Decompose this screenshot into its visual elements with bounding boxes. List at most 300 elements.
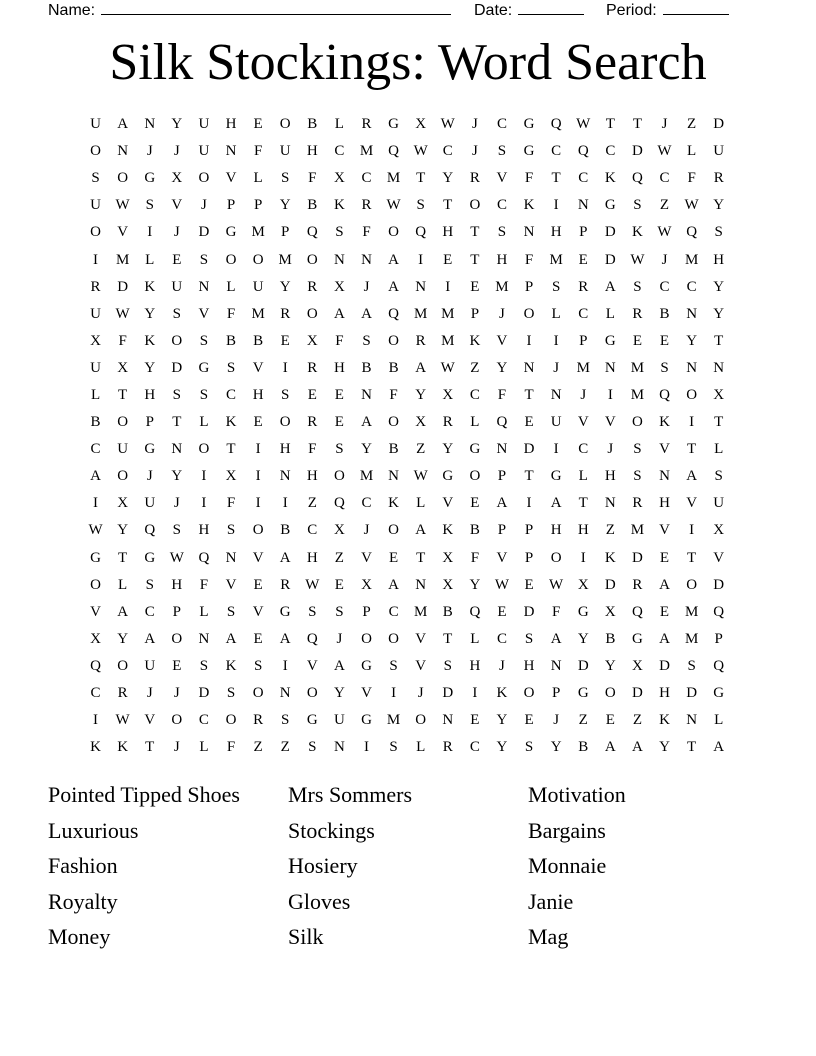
grid-letter[interactable]: M xyxy=(684,251,699,268)
grid-letter[interactable]: S xyxy=(281,712,290,729)
grid-letter[interactable]: A xyxy=(333,657,345,674)
grid-letter[interactable]: H xyxy=(171,576,183,593)
grid-letter[interactable]: V xyxy=(144,712,156,729)
grid-letter[interactable]: T xyxy=(470,224,480,241)
grid-letter[interactable]: T xyxy=(687,739,697,756)
grid-letter[interactable]: A xyxy=(496,495,508,512)
grid-letter[interactable]: F xyxy=(335,332,344,349)
grid-letter[interactable]: K xyxy=(469,332,481,349)
grid-letter[interactable]: S xyxy=(253,657,263,674)
grid-letter[interactable]: E xyxy=(497,603,507,620)
grid-letter[interactable]: F xyxy=(524,170,534,187)
grid-letter[interactable]: U xyxy=(144,657,156,674)
grid-letter[interactable]: K xyxy=(144,332,156,349)
grid-letter[interactable]: S xyxy=(226,685,236,702)
grid-letter[interactable]: C xyxy=(90,441,101,458)
grid-letter[interactable]: S xyxy=(362,332,371,349)
grid-letter[interactable]: M xyxy=(549,251,563,268)
grid-letter[interactable]: L xyxy=(118,576,128,593)
grid-letter[interactable]: O xyxy=(469,468,481,485)
grid-letter[interactable]: E xyxy=(334,386,344,403)
grid-letter[interactable]: U xyxy=(252,278,264,295)
grid-letter[interactable]: Q xyxy=(632,603,643,620)
grid-letter[interactable]: M xyxy=(684,603,699,620)
grid-letter[interactable]: U xyxy=(333,712,345,729)
grid-letter[interactable]: V xyxy=(225,576,237,593)
grid-letter[interactable]: M xyxy=(414,305,428,322)
grid-letter[interactable]: H xyxy=(279,441,291,458)
grid-letter[interactable]: I xyxy=(282,495,288,512)
grid-letter[interactable]: H xyxy=(306,468,318,485)
grid-letter[interactable]: W xyxy=(413,143,428,160)
grid-letter[interactable]: F xyxy=(199,576,209,593)
grid-letter[interactable]: S xyxy=(389,739,398,756)
grid-letter[interactable]: A xyxy=(415,359,427,376)
grid-letter[interactable]: D xyxy=(659,657,670,674)
grid-letter[interactable]: S xyxy=(633,278,642,295)
grid-letter[interactable]: Y xyxy=(686,332,698,349)
grid-letter[interactable]: P xyxy=(551,685,561,702)
grid-letter[interactable]: S xyxy=(281,170,290,187)
grid-letter[interactable]: W xyxy=(88,522,103,539)
grid-letter[interactable]: M xyxy=(414,603,428,620)
grid-letter[interactable]: P xyxy=(253,197,263,214)
grid-letter[interactable]: I xyxy=(255,441,261,458)
grid-letter[interactable]: O xyxy=(388,630,399,647)
grid-letter[interactable]: V xyxy=(496,332,508,349)
grid-letter[interactable]: O xyxy=(117,414,129,431)
grid-letter[interactable]: M xyxy=(386,170,401,187)
grid-letter[interactable]: D xyxy=(577,657,589,674)
grid-letter[interactable]: J xyxy=(146,143,153,160)
grid-letter[interactable]: N xyxy=(361,251,372,268)
grid-letter[interactable]: S xyxy=(443,657,452,674)
grid-letter[interactable]: Q xyxy=(388,143,399,160)
grid-letter[interactable]: K xyxy=(225,414,237,431)
grid-letter[interactable]: T xyxy=(714,332,724,349)
grid-letter[interactable]: G xyxy=(388,116,399,133)
grid-letter[interactable]: J xyxy=(336,630,343,647)
grid-letter[interactable]: W xyxy=(413,468,428,485)
grid-letter[interactable]: L xyxy=(687,143,697,160)
grid-letter[interactable]: O xyxy=(686,576,698,593)
grid-letter[interactable]: S xyxy=(497,143,507,160)
grid-letter[interactable]: V xyxy=(577,414,589,431)
grid-letter[interactable]: F xyxy=(226,739,236,756)
grid-letter[interactable]: Z xyxy=(578,712,588,729)
grid-letter[interactable]: L xyxy=(90,386,101,403)
grid-letter[interactable]: E xyxy=(253,414,263,431)
grid-letter[interactable]: G xyxy=(604,332,616,349)
grid-letter[interactable]: Z xyxy=(253,739,263,756)
grid-letter[interactable]: Z xyxy=(280,739,290,756)
grid-letter[interactable]: P xyxy=(714,630,723,647)
grid-letter[interactable]: Y xyxy=(713,197,725,214)
grid-letter[interactable]: S xyxy=(389,657,398,674)
grid-letter[interactable]: J xyxy=(173,685,180,702)
grid-letter[interactable]: I xyxy=(255,495,261,512)
grid-letter[interactable]: M xyxy=(576,359,590,376)
grid-letter[interactable]: N xyxy=(415,278,427,295)
grid-letter[interactable]: N xyxy=(144,116,156,133)
grid-letter[interactable]: G xyxy=(279,603,291,620)
grid-letter[interactable]: Y xyxy=(171,116,183,133)
grid-letter[interactable]: X xyxy=(333,522,345,539)
grid-letter[interactable]: O xyxy=(198,441,210,458)
grid-letter[interactable]: S xyxy=(524,739,534,756)
grid-letter[interactable]: O xyxy=(632,414,643,431)
grid-letter[interactable]: Q xyxy=(469,603,481,620)
grid-letter[interactable]: V xyxy=(225,170,237,187)
grid-letter[interactable]: W xyxy=(494,576,510,593)
grid-letter[interactable]: S xyxy=(308,603,317,620)
grid-letter[interactable]: E xyxy=(280,332,290,349)
grid-letter[interactable]: H xyxy=(144,386,156,403)
grid-letter[interactable]: T xyxy=(687,549,697,566)
grid-letter[interactable]: M xyxy=(359,143,374,160)
grid-letter[interactable]: I xyxy=(93,251,99,268)
grid-letter[interactable]: Z xyxy=(307,495,317,512)
grid-letter[interactable]: J xyxy=(363,278,370,295)
grid-letter[interactable]: L xyxy=(551,305,561,322)
grid-letter[interactable]: A xyxy=(686,468,698,485)
grid-letter[interactable]: E xyxy=(605,712,615,729)
grid-letter[interactable]: B xyxy=(469,522,480,539)
grid-letter[interactable]: I xyxy=(553,441,559,458)
grid-letter[interactable]: H xyxy=(198,522,210,539)
grid-letter[interactable]: B xyxy=(226,332,237,349)
grid-letter[interactable]: N xyxy=(659,468,670,485)
grid-letter[interactable]: Y xyxy=(496,739,508,756)
grid-letter[interactable]: R xyxy=(253,712,264,729)
grid-letter[interactable]: A xyxy=(333,305,345,322)
grid-letter[interactable]: W xyxy=(657,143,672,160)
grid-letter[interactable]: A xyxy=(361,305,372,322)
grid-letter[interactable]: T xyxy=(632,116,642,133)
grid-letter[interactable]: W xyxy=(440,359,455,376)
grid-letter[interactable]: E xyxy=(172,657,182,674)
grid-letter[interactable]: K xyxy=(333,197,345,214)
grid-letter[interactable]: U xyxy=(713,143,725,160)
grid-letter[interactable]: L xyxy=(145,251,155,268)
grid-letter[interactable]: D xyxy=(632,549,643,566)
grid-letter[interactable]: L xyxy=(226,278,236,295)
grid-letter[interactable]: Q xyxy=(496,414,508,431)
grid-letter[interactable]: O xyxy=(171,630,183,647)
grid-letter[interactable]: D xyxy=(604,251,616,268)
grid-letter[interactable]: L xyxy=(253,170,263,187)
grid-letter[interactable]: S xyxy=(551,278,561,295)
grid-letter[interactable]: C xyxy=(469,386,480,403)
grid-letter[interactable]: Q xyxy=(333,495,345,512)
grid-letter[interactable]: U xyxy=(713,495,725,512)
grid-letter[interactable]: G xyxy=(713,685,725,702)
grid-letter[interactable]: O xyxy=(252,522,264,539)
grid-letter[interactable]: Y xyxy=(415,386,427,403)
grid-letter[interactable]: B xyxy=(307,116,318,133)
grid-letter[interactable]: Q xyxy=(90,657,101,674)
grid-letter[interactable]: I xyxy=(282,657,288,674)
grid-letter[interactable]: S xyxy=(172,386,181,403)
grid-letter[interactable]: V xyxy=(659,522,670,539)
grid-letter[interactable]: R xyxy=(632,495,643,512)
grid-letter[interactable]: C xyxy=(605,143,616,160)
grid-letter[interactable]: I xyxy=(201,495,207,512)
grid-letter[interactable]: T xyxy=(416,170,426,187)
grid-letter[interactable]: U xyxy=(90,197,101,214)
grid-letter[interactable]: I xyxy=(147,224,153,241)
grid-letter[interactable]: H xyxy=(225,116,237,133)
grid-letter[interactable]: F xyxy=(118,332,127,349)
grid-letter[interactable]: A xyxy=(415,522,427,539)
grid-letter[interactable]: R xyxy=(713,170,724,187)
grid-letter[interactable]: I xyxy=(580,549,586,566)
grid-letter[interactable]: P xyxy=(524,522,534,539)
grid-letter[interactable]: C xyxy=(442,143,453,160)
grid-letter[interactable]: X xyxy=(117,495,129,512)
grid-letter[interactable]: N xyxy=(686,305,698,322)
grid-letter[interactable]: D xyxy=(713,116,725,133)
grid-letter[interactable]: N xyxy=(415,576,427,593)
grid-letter[interactable]: R xyxy=(361,116,372,133)
grid-letter[interactable]: Y xyxy=(496,359,508,376)
grid-letter[interactable]: M xyxy=(684,630,699,647)
grid-letter[interactable]: W xyxy=(440,116,455,133)
grid-letter[interactable]: F xyxy=(497,386,507,403)
grid-letter[interactable]: H xyxy=(469,657,481,674)
grid-letter[interactable]: J xyxy=(173,143,180,160)
grid-letter[interactable]: N xyxy=(117,143,129,160)
grid-letter[interactable]: O xyxy=(306,251,318,268)
grid-letter[interactable]: W xyxy=(305,576,320,593)
grid-letter[interactable]: N xyxy=(550,386,562,403)
grid-letter[interactable]: A xyxy=(90,468,101,485)
grid-letter[interactable]: D xyxy=(604,224,616,241)
grid-letter[interactable]: V xyxy=(713,549,725,566)
grid-letter[interactable]: D xyxy=(171,359,183,376)
grid-letter[interactable]: N xyxy=(496,441,508,458)
grid-letter[interactable]: E xyxy=(524,576,534,593)
grid-letter[interactable]: O xyxy=(90,143,101,160)
grid-letter[interactable]: T xyxy=(443,630,453,647)
grid-letter[interactable]: J xyxy=(173,739,180,756)
grid-letter[interactable]: S xyxy=(687,657,696,674)
grid-letter[interactable]: Z xyxy=(416,441,426,458)
grid-letter[interactable]: E xyxy=(470,278,480,295)
grid-letter[interactable]: E xyxy=(470,495,480,512)
grid-letter[interactable]: N xyxy=(171,441,183,458)
grid-letter[interactable]: S xyxy=(633,197,642,214)
grid-letter[interactable]: Q xyxy=(632,170,643,187)
grid-letter[interactable]: L xyxy=(199,603,209,620)
grid-letter[interactable]: A xyxy=(279,630,291,647)
grid-letter[interactable]: C xyxy=(496,630,507,647)
grid-letter[interactable]: C xyxy=(144,603,155,620)
grid-letter[interactable]: E xyxy=(659,549,670,566)
grid-letter[interactable]: S xyxy=(226,603,236,620)
grid-letter[interactable]: O xyxy=(361,630,372,647)
grid-letter[interactable]: V xyxy=(90,603,101,620)
grid-letter[interactable]: N xyxy=(686,712,698,729)
grid-letter[interactable]: L xyxy=(416,495,426,512)
grid-letter[interactable]: N xyxy=(279,685,291,702)
grid-letter[interactable]: T xyxy=(524,468,534,485)
grid-letter[interactable]: J xyxy=(580,386,587,403)
grid-letter[interactable]: Q xyxy=(144,522,156,539)
grid-letter[interactable]: R xyxy=(117,685,128,702)
grid-letter[interactable]: X xyxy=(171,170,183,187)
grid-letter[interactable]: O xyxy=(388,414,399,431)
grid-letter[interactable]: A xyxy=(117,603,129,620)
grid-letter[interactable]: N xyxy=(225,549,237,566)
grid-letter[interactable]: D xyxy=(632,685,643,702)
grid-letter[interactable]: H xyxy=(659,685,670,702)
grid-letter[interactable]: J xyxy=(553,712,560,729)
grid-letter[interactable]: U xyxy=(198,116,210,133)
grid-letter[interactable]: U xyxy=(198,143,210,160)
grid-letter[interactable]: G xyxy=(361,657,372,674)
grid-letter[interactable]: O xyxy=(90,224,101,241)
grid-letter[interactable]: Z xyxy=(632,712,642,729)
grid-letter[interactable]: S xyxy=(281,386,290,403)
grid-letter[interactable]: O xyxy=(117,657,129,674)
grid-letter[interactable]: K xyxy=(659,712,670,729)
grid-letter[interactable]: R xyxy=(280,576,291,593)
grid-letter[interactable]: V xyxy=(415,657,427,674)
grid-letter[interactable]: B xyxy=(90,414,101,431)
grid-letter[interactable]: X xyxy=(333,278,345,295)
grid-letter[interactable]: V xyxy=(442,495,454,512)
grid-letter[interactable]: I xyxy=(526,495,532,512)
grid-letter[interactable]: O xyxy=(604,685,616,702)
grid-letter[interactable]: H xyxy=(659,495,670,512)
grid-letter[interactable]: J xyxy=(201,197,207,214)
grid-letter[interactable]: H xyxy=(496,251,508,268)
grid-letter[interactable]: X xyxy=(333,170,345,187)
grid-letter[interactable]: K xyxy=(144,278,156,295)
grid-letter[interactable]: K xyxy=(604,549,616,566)
grid-letter[interactable]: G xyxy=(523,143,535,160)
grid-letter[interactable]: S xyxy=(91,170,100,187)
grid-letter[interactable]: D xyxy=(632,143,643,160)
grid-letter[interactable]: C xyxy=(307,522,318,539)
grid-letter[interactable]: T xyxy=(524,386,534,403)
grid-letter[interactable]: R xyxy=(442,414,453,431)
grid-letter[interactable]: C xyxy=(578,305,589,322)
grid-letter[interactable]: A xyxy=(144,630,156,647)
grid-letter[interactable]: I xyxy=(553,332,559,349)
grid-letter[interactable]: J xyxy=(661,116,668,133)
grid-letter[interactable]: A xyxy=(550,630,562,647)
grid-letter[interactable]: R xyxy=(307,278,318,295)
grid-letter[interactable]: W xyxy=(115,305,130,322)
grid-letter[interactable]: E xyxy=(253,576,263,593)
grid-letter[interactable]: I xyxy=(472,685,478,702)
grid-letter[interactable]: W xyxy=(657,224,672,241)
grid-letter[interactable]: N xyxy=(361,386,372,403)
grid-letter[interactable]: T xyxy=(687,441,697,458)
grid-letter[interactable]: W xyxy=(576,116,591,133)
grid-letter[interactable]: P xyxy=(172,603,181,620)
grid-letter[interactable]: P xyxy=(497,522,507,539)
grid-letter[interactable]: U xyxy=(144,495,156,512)
grid-letter[interactable]: O xyxy=(306,685,318,702)
grid-letter[interactable]: S xyxy=(633,468,642,485)
grid-letter[interactable]: F xyxy=(470,549,480,566)
grid-letter[interactable]: G xyxy=(523,116,535,133)
grid-letter[interactable]: O xyxy=(388,522,399,539)
grid-letter[interactable]: Z xyxy=(605,522,615,539)
grid-letter[interactable]: O xyxy=(388,332,399,349)
grid-letter[interactable]: R xyxy=(280,305,291,322)
grid-letter[interactable]: W xyxy=(115,197,130,214)
grid-letter[interactable]: V xyxy=(306,657,318,674)
grid-letter[interactable]: L xyxy=(199,414,209,431)
grid-letter[interactable]: X xyxy=(117,359,129,376)
grid-letter[interactable]: O xyxy=(523,305,535,322)
grid-letter[interactable]: Q xyxy=(686,224,698,241)
grid-letter[interactable]: E xyxy=(632,332,642,349)
grid-letter[interactable]: G xyxy=(225,224,237,241)
grid-letter[interactable]: K xyxy=(523,197,535,214)
grid-letter[interactable]: O xyxy=(333,468,345,485)
grid-letter[interactable]: T xyxy=(226,441,236,458)
grid-letter[interactable]: J xyxy=(363,522,370,539)
grid-letter[interactable]: R xyxy=(578,278,589,295)
grid-letter[interactable]: T xyxy=(118,549,128,566)
grid-letter[interactable]: M xyxy=(359,468,374,485)
grid-letter[interactable]: B xyxy=(578,739,589,756)
grid-letter[interactable]: A xyxy=(604,739,616,756)
grid-letter[interactable]: H xyxy=(523,657,535,674)
grid-letter[interactable]: P xyxy=(226,197,236,214)
grid-letter[interactable]: F xyxy=(389,386,398,403)
grid-letter[interactable]: Y xyxy=(279,197,291,214)
grid-letter[interactable]: Y xyxy=(604,657,616,674)
grid-letter[interactable]: Q xyxy=(388,305,399,322)
grid-letter[interactable]: I xyxy=(363,739,369,756)
grid-letter[interactable]: M xyxy=(251,224,265,241)
grid-letter[interactable]: D xyxy=(686,685,698,702)
grid-letter[interactable]: B xyxy=(442,603,453,620)
grid-letter[interactable]: Q xyxy=(713,603,725,620)
grid-letter[interactable]: Y xyxy=(117,522,129,539)
grid-letter[interactable]: L xyxy=(470,630,480,647)
grid-letter[interactable]: C xyxy=(90,685,101,702)
grid-letter[interactable]: V xyxy=(117,224,129,241)
grid-letter[interactable]: S xyxy=(660,359,669,376)
grid-letter[interactable]: G xyxy=(306,712,318,729)
grid-letter[interactable]: R xyxy=(361,197,372,214)
grid-letter[interactable]: A xyxy=(388,576,399,593)
grid-letter[interactable]: G xyxy=(361,712,372,729)
grid-letter[interactable]: H xyxy=(442,224,454,241)
grid-letter[interactable]: Q xyxy=(713,657,725,674)
grid-letter[interactable]: R xyxy=(307,359,318,376)
grid-letter[interactable]: H xyxy=(252,386,264,403)
grid-letter[interactable]: S xyxy=(524,630,534,647)
grid-letter[interactable]: E xyxy=(659,603,670,620)
grid-letter[interactable]: S xyxy=(199,251,209,268)
grid-letter[interactable]: U xyxy=(550,414,562,431)
grid-letter[interactable]: B xyxy=(307,197,318,214)
grid-letter[interactable]: X xyxy=(442,549,454,566)
grid-letter[interactable]: Y xyxy=(144,305,156,322)
grid-letter[interactable]: E xyxy=(443,251,453,268)
grid-letter[interactable]: S xyxy=(199,386,209,403)
grid-letter[interactable]: T xyxy=(416,549,426,566)
grid-letter[interactable]: E xyxy=(334,576,344,593)
